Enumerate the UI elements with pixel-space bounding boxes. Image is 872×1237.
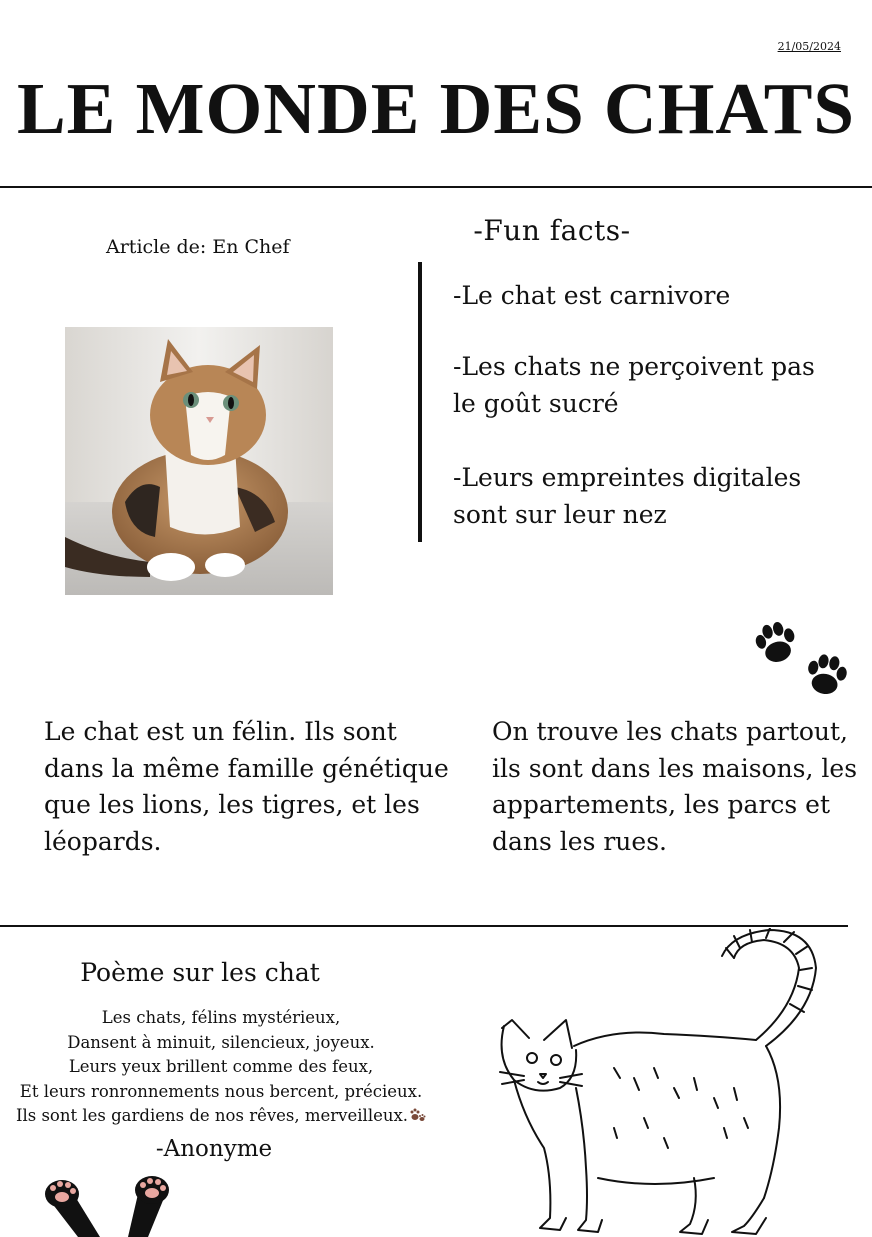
cat-drawing (494, 928, 839, 1237)
section-divider (0, 925, 848, 927)
article-byline: Article de: En Chef (106, 236, 290, 258)
poem-line: Les chats, félins mystérieux, (101, 1008, 341, 1027)
poem-line-text: Ils sont les gardiens de nos rêves, merveilleux. (15, 1106, 409, 1125)
issue-date: 21/05/2024 (777, 40, 841, 53)
cat-legs (38, 1176, 178, 1237)
poem-line: Et leurs ronronnements nous bercent, précieux. (19, 1081, 423, 1101)
paw-prints (750, 614, 854, 704)
poem-line: Leurs yeux brillent comme des feux, (68, 1057, 374, 1076)
small-paw-icon (410, 1108, 426, 1122)
cat-legs-icon (38, 1176, 178, 1237)
paw-prints-icon (750, 614, 854, 704)
poem-line (0, 1104, 442, 1129)
fun-fact-item: -Le chat est carnivore (453, 281, 731, 310)
fun-fact-item: -Leurs empreintes digitales sont sur leur nez (453, 463, 802, 529)
fun-facts-title: -Fun facts- (473, 214, 631, 247)
cat-photo (65, 327, 333, 595)
column-divider (418, 262, 422, 542)
article-paragraph-left: Le chat est un félin. Ils sont dans la même famille génétique que les lions, les tigres, et les léopards. (44, 717, 449, 856)
poem-body (0, 1006, 442, 1129)
cat-line-drawing-icon (494, 928, 839, 1237)
poem-line: Dansent à minuit, silencieux, joyeux. (67, 1032, 375, 1052)
cat-photo-icon (65, 327, 333, 595)
fun-fact-item: -Les chats ne perçoivent pas le goût sucré (453, 352, 815, 418)
page-title: LE MONDE DES CHATS (16, 68, 856, 149)
poem-author: -Anonyme (155, 1136, 273, 1162)
article-paragraph-right: On trouve les chats partout, ils sont dans les maisons, les appartements, les parcs et dans les rues. (492, 717, 858, 856)
header-divider (0, 186, 872, 188)
poem-title: Poème sur les chat (80, 958, 320, 987)
